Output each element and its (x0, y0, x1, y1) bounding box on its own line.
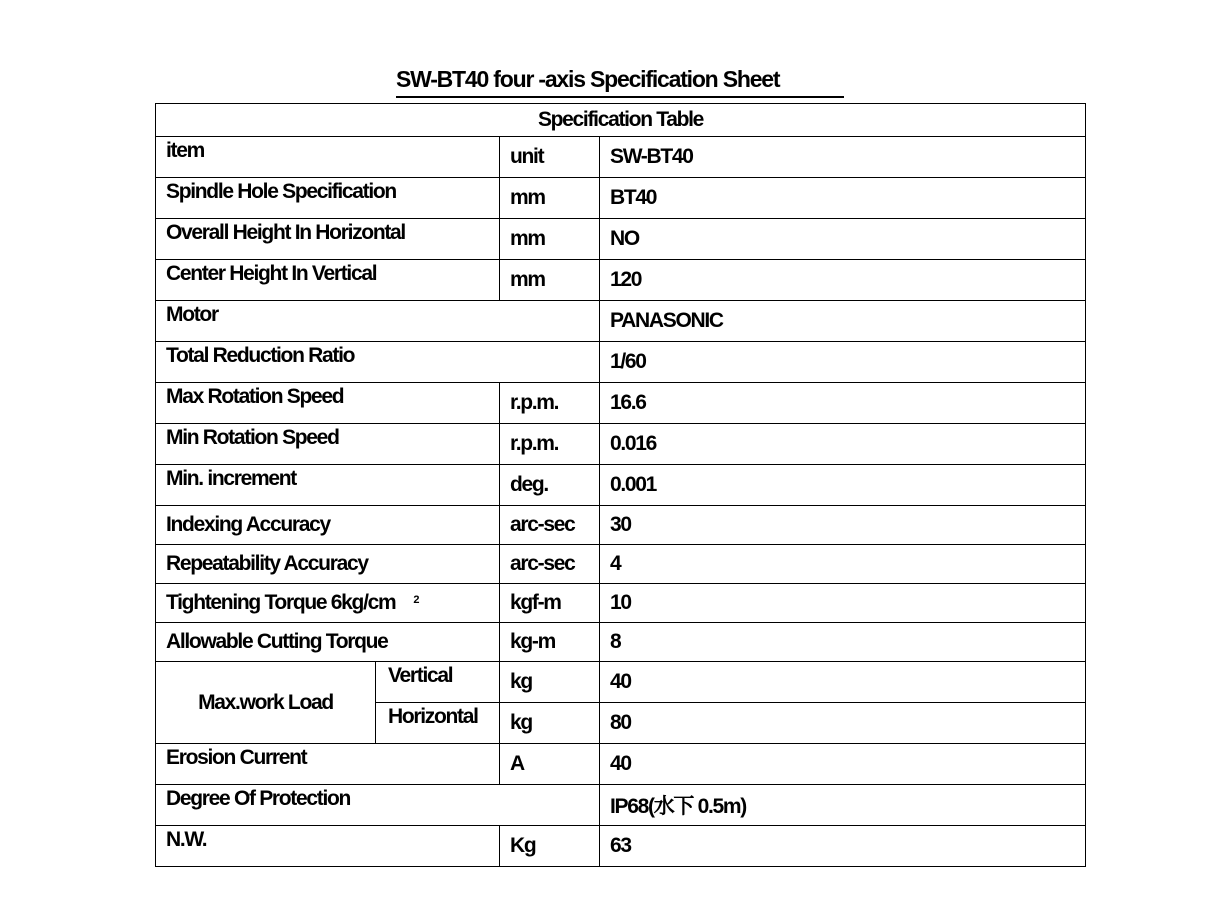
table-caption: Specification Table (156, 104, 1086, 137)
row-unit: kg (500, 703, 600, 744)
row-unit: r.p.m. (500, 383, 600, 424)
table-row (156, 623, 1086, 662)
table-row (156, 662, 1086, 703)
row-unit: mm (500, 260, 600, 301)
row-unit: kg-m (500, 623, 600, 662)
row-value: 0.001 (600, 465, 1086, 506)
row-value: 40 (600, 744, 1086, 785)
table-row (156, 545, 1086, 584)
table-row (156, 506, 1086, 545)
row-item: Total Reduction Ratio (156, 342, 600, 383)
row-item: Repeatability Accuracy (156, 545, 500, 584)
table-row (156, 424, 1086, 465)
row-value: 1/60 (600, 342, 1086, 383)
table-row (156, 260, 1086, 301)
table-row (156, 301, 1086, 342)
row-item: Indexing Accuracy (156, 506, 500, 545)
row-item: Min Rotation Speed (156, 424, 500, 465)
row-value: 30 (600, 506, 1086, 545)
row-item: Max.work Load (156, 662, 376, 744)
row-value: 63 (600, 826, 1086, 867)
row-value: 10 (600, 584, 1086, 623)
row-value: 16.6 (600, 383, 1086, 424)
header-unit: unit (500, 137, 600, 178)
table-row (156, 219, 1086, 260)
table-header-row (156, 137, 1086, 178)
row-value: NO (600, 219, 1086, 260)
row-unit: arc-sec (500, 545, 600, 584)
row-value: BT40 (600, 178, 1086, 219)
row-value: 80 (600, 703, 1086, 744)
row-value: PANASONIC (600, 301, 1086, 342)
row-unit: r.p.m. (500, 424, 600, 465)
table-row (156, 744, 1086, 785)
row-unit: arc-sec (500, 506, 600, 545)
row-item: Allowable Cutting Torque (156, 623, 500, 662)
table-row (156, 342, 1086, 383)
row-item: Erosion Current (156, 744, 500, 785)
row-item: Min. increment (156, 465, 500, 506)
specification-table (155, 103, 1086, 867)
row-value: 40 (600, 662, 1086, 703)
row-item: Spindle Hole Specification (156, 178, 500, 219)
row-value: 4 (600, 545, 1086, 584)
row-value: 120 (600, 260, 1086, 301)
table-row (156, 584, 1086, 623)
row-unit: kgf-m (500, 584, 600, 623)
row-item: Center Height In Vertical (156, 260, 500, 301)
row-subitem: Vertical (376, 662, 500, 703)
row-item (156, 584, 500, 623)
table-row (156, 465, 1086, 506)
row-item: N.W. (156, 826, 500, 867)
row-value: 8 (600, 623, 1086, 662)
table-caption-row (156, 104, 1086, 137)
header-item: item (156, 137, 500, 178)
table-row (156, 785, 1086, 826)
superscript: 2 (413, 594, 419, 606)
row-item-label: Tightening Torque 6kg/cm (166, 591, 396, 614)
row-value: 0.016 (600, 424, 1086, 465)
table-row (156, 178, 1086, 219)
row-unit: kg (500, 662, 600, 703)
table-row (156, 383, 1086, 424)
row-unit: Kg (500, 826, 600, 867)
row-item: Max Rotation Speed (156, 383, 500, 424)
row-item: Degree Of Protection (156, 785, 600, 826)
row-value: IP68(水下 0.5m) (600, 785, 1086, 826)
document-title: SW-BT40 four -axis Specification Sheet (396, 66, 844, 98)
table-row (156, 826, 1086, 867)
row-unit: deg. (500, 465, 600, 506)
row-item: Overall Height In Horizontal (156, 219, 500, 260)
row-unit: A (500, 744, 600, 785)
row-unit: mm (500, 219, 600, 260)
header-model: SW-BT40 (600, 137, 1086, 178)
row-subitem: Horizontal (376, 703, 500, 744)
row-item: Motor (156, 301, 600, 342)
row-unit: mm (500, 178, 600, 219)
